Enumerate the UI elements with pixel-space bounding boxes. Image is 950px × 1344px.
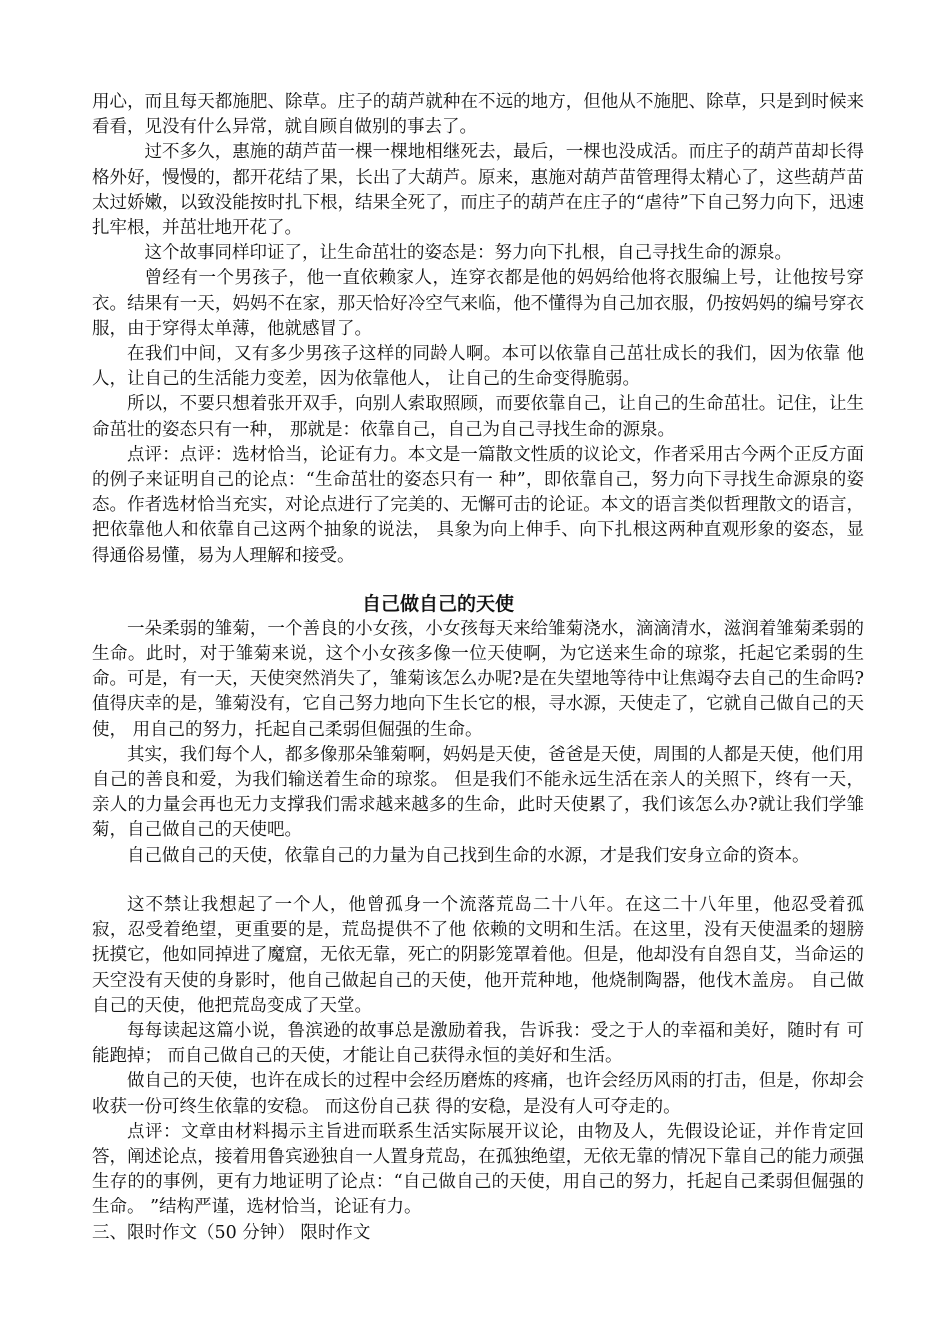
paragraph-10: 这不禁让我想起了一个人，他曾孤身一个流落荒岛二十八年。在这二十八年里，他忍受着孤 寂，忍受着绝望，更重要的是，荒岛提供不了他 依赖的文明和生活。在这里，没有天使温柔的翅膀抚摸它，他如同掉进了魔窟，无依无靠，死亡的阴影笼罩着他。但是，他却没有自怨自艾，当命运的天空没有天使的身影时，他自己做起自己的天使，他开荒种地，他烧制陶器，他伐木盖房。 自己做自己的天使，他把荒岛变成了天堂。 (92, 894, 864, 1016)
blank-line (92, 869, 864, 893)
commentary-2: 点评：文章由材料揭示主旨进而联系生活实际展开议论，由物及人，先假设论证，并作肯定回答，阐述论点，接着用鲁宾逊独自一人置身荒岛，在孤独绝望，无依无靠的情况下靠自己的能力顽强生存的的事例，更有力地证明了论点：“自己做自己的天使，用自己的努力，托起自己柔弱但倔强的生命。 ”结构严谨，选材恰当，论证有力。 (92, 1121, 864, 1218)
paragraph-5: 在我们中间，又有多少男孩子这样的同龄人啊。本可以依靠自己茁壮成长的我们，因为依靠 他人，让自己的生活能力变差，因为依靠他人， 让自己的生命变得脆弱。 (92, 344, 864, 390)
paragraph-11: 每每读起这篇小说，鲁滨逊的故事总是激励着我，告诉我：受之于人的幸福和美好，随时有 可能跑掉； 而自己做自己的天使，才能让自己获得永恒的美好和生活。 (92, 1020, 864, 1067)
paragraph-9: 自己做自己的天使，依靠自己的力量为自己找到生命的水源，才是我们安身立命的资本。 (127, 845, 810, 866)
paragraph-6: 所以，不要只想着张开双手，向别人索取照顾，而要依靠自己，让自己的生命茁壮。记住，让生命茁壮的姿态只有一种， 那就是：依靠自己，自己为自己寻找生命的源泉。 (92, 394, 864, 440)
paragraph-12: 做自己的天使，也许在成长的过程中会经历磨炼的疼痛，也许会经历风雨的打击，但是，你却会收获一份可终生依靠的安稳。 而这份自己获 得的安稳，是没有人可夺走的。 (92, 1071, 864, 1117)
paragraph-4: 曾经有一个男孩子，他一直依赖家人，连穿衣都是他的妈妈给他将衣服编上号，让他按号穿衣。结果有一天，妈妈不在家，那天恰好冷空气来临，他不懂得为自己加衣服，仍按妈妈的编号穿衣服，由于穿得太单薄，他就感冒了。 (92, 268, 864, 339)
paragraph-7: 一朵柔弱的雏菊，一个善良的小女孩，小女孩每天来给雏菊浇水，滴滴清水，滋润着雏菊柔弱的生命。此时，对于雏菊来说，这个小女孩多像一位天使啊，为它送来生命的琼浆，托起它柔弱的生命。可是，有一天，天使突然消失了，雏菊该怎么办呢?是在失望地等待中让焦竭夺去自己的生命吗?值得庆幸的是，雏菊没有，它自己努力地向下生长它的根，寻水源，天使走了，它就自己做自己的天使， 用自己的努力，托起自己柔弱但倔强的生命。 (92, 618, 864, 740)
paragraph-2: 过不多久，惠施的葫芦苗一棵一棵地相继死去，最后，一棵也没成活。而庄子的葫芦苗却长得格外好，慢慢的，都开花结了果，长出了大葫芦。原来，惠施对葫芦苗管理得太精心了，这些葫芦苗太过娇嫩，以致没能按时扎下根，结果全死了，而庄子的葫芦在庄子的“虐待”下自己努力向下，迅速扎牢根，并茁壮地开花了。 (92, 142, 864, 239)
paragraph-1: 用心，而且每天都施肥、除草。庄子的葫芦就种在不远的地方，但他从不施肥、除草，只是到时候来看看，见没有什么异常，就自顾自做别的事去了。 (92, 92, 864, 138)
paragraph-8: 其实，我们每个人，都多像那朵雏菊啊，妈妈是天使，爸爸是天使，周围的人都是天使，他们用自己的善良和爱，为我们输送着生命的琼浆。 但是我们不能永远生活在亲人的关照下，终有一天，亲人的力量会再也无力支撑我们需求越来越多的生命，此时天使累了，我们该怎么办?就让我们学雏菊，自己做自己的天使吧。 (92, 744, 864, 841)
section-heading: 三、限时作文（50 分钟） 限时作文 (92, 1222, 371, 1243)
paragraph-3: 这个故事同样印证了，让生命茁壮的姿态是：努力向下扎根，自己寻找生命的源泉。 (144, 243, 792, 264)
essay-title: 自己做自己的天使 (361, 592, 514, 615)
commentary-1: 点评：点评：选材恰当，论证有力。本文是一篇散文性质的议论文，作者采用古今两个正反方面的例子来证明自己的论点：“生命茁壮的姿态只有一 种”，即依靠自己，努力向下寻找生命源泉的姿态。作者选材恰当充实，对论点进行了完美的、无懈可击的论证。本文的语言类似哲理散文的语言，把依靠他人和依靠自己这两个抽象的说法， 具象为向上伸手、向下扎根这两种直观形象的姿态，显得通俗易懂，易为人理解和接受。 (92, 444, 864, 566)
document-page (92, 90, 864, 1246)
